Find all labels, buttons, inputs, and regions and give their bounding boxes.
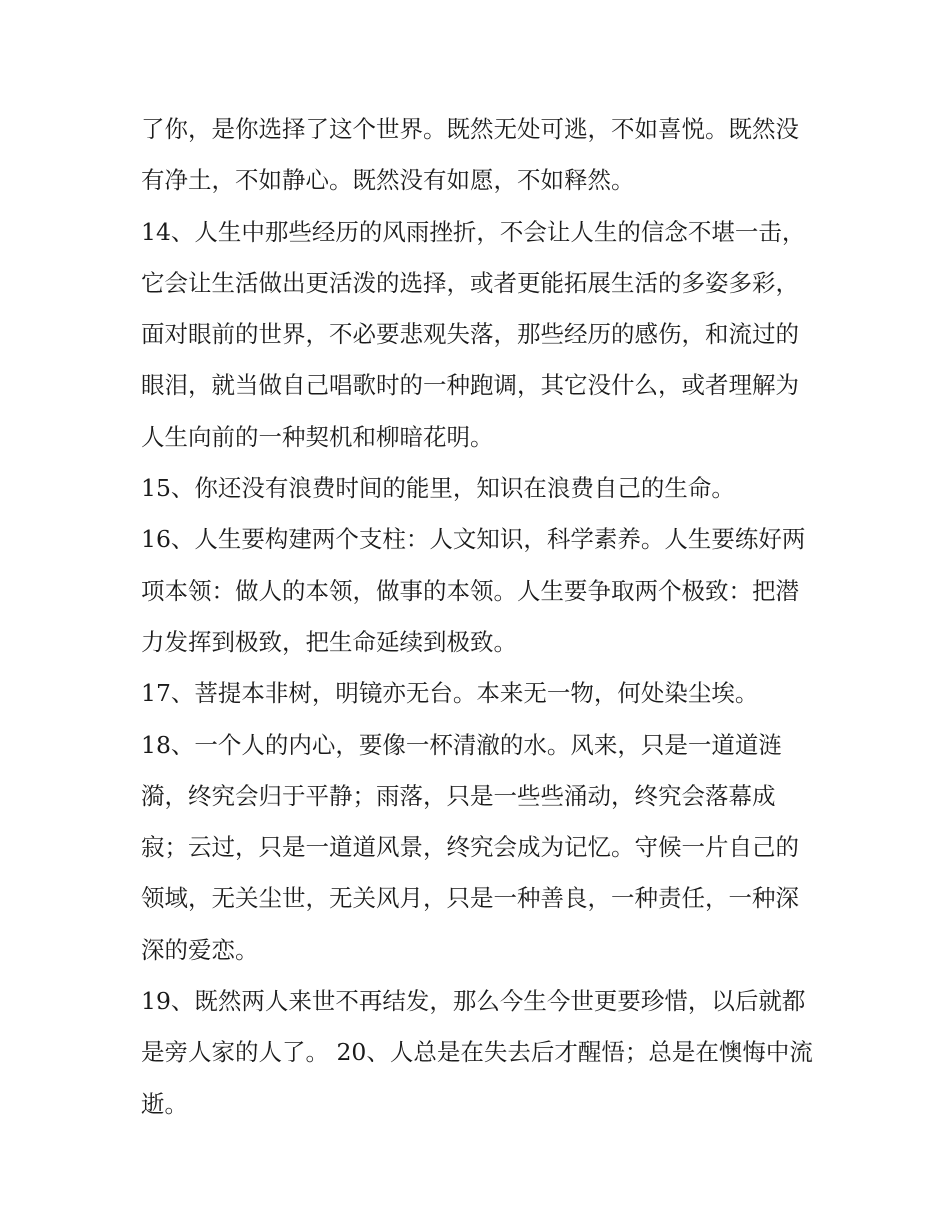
paragraph-16: 16、人生要构建两个支柱：人文知识，科学素养。人生要练好两项本领：做人的本领，做事的本领。人生要争取两个极致：把潜力发挥到极致，把生命延续到极致。 xyxy=(141,525,806,656)
document-body xyxy=(141,104,821,1130)
paragraph-continued: 了你，是你选择了这个世界。既然无处可逃，不如喜悦。既然没有净土，不如静心。既然没有如愿，不如释然。 xyxy=(141,115,799,195)
paragraph-18: 18、一个人的内心，要像一杯清澈的水。风来，只是一道道涟漪，终究会归于平静；雨落，只是一些些涌动，终究会落幕成寂；云过，只是一道道风景，终究会成为记忆。守候一片自己的领域，无关尘世，无关风月，只是一种善良，一种责任，一种深深的爱恋。 xyxy=(141,730,799,964)
paragraph-14: 14、人生中那些经历的风雨挫折，不会让人生的信念不堪一击，它会让生活做出更活泼的选择，或者更能拓展生活的多姿多彩，面对眼前的世界，不必要悲观失落，那些经历的感伤，和流过的眼泪，就当做自己唱歌时的一种跑调，其它没什么，或者理解为人生向前的一种契机和柳暗花明。 xyxy=(141,217,806,451)
paragraph-17: 17、菩提本非树，明镜亦无台。本来无一物，何处染尘埃。 xyxy=(141,679,759,708)
paragraph-19-20: 19、既然两人来世不再结发，那么今生今世更要珍惜，以后就都是旁人家的人了。 20、人总是在失去后才醒悟；总是在懊悔中流逝。 xyxy=(141,987,813,1118)
paragraph-15: 15、你还没有浪费时间的能里，知识在浪费自己的生命。 xyxy=(141,474,735,503)
